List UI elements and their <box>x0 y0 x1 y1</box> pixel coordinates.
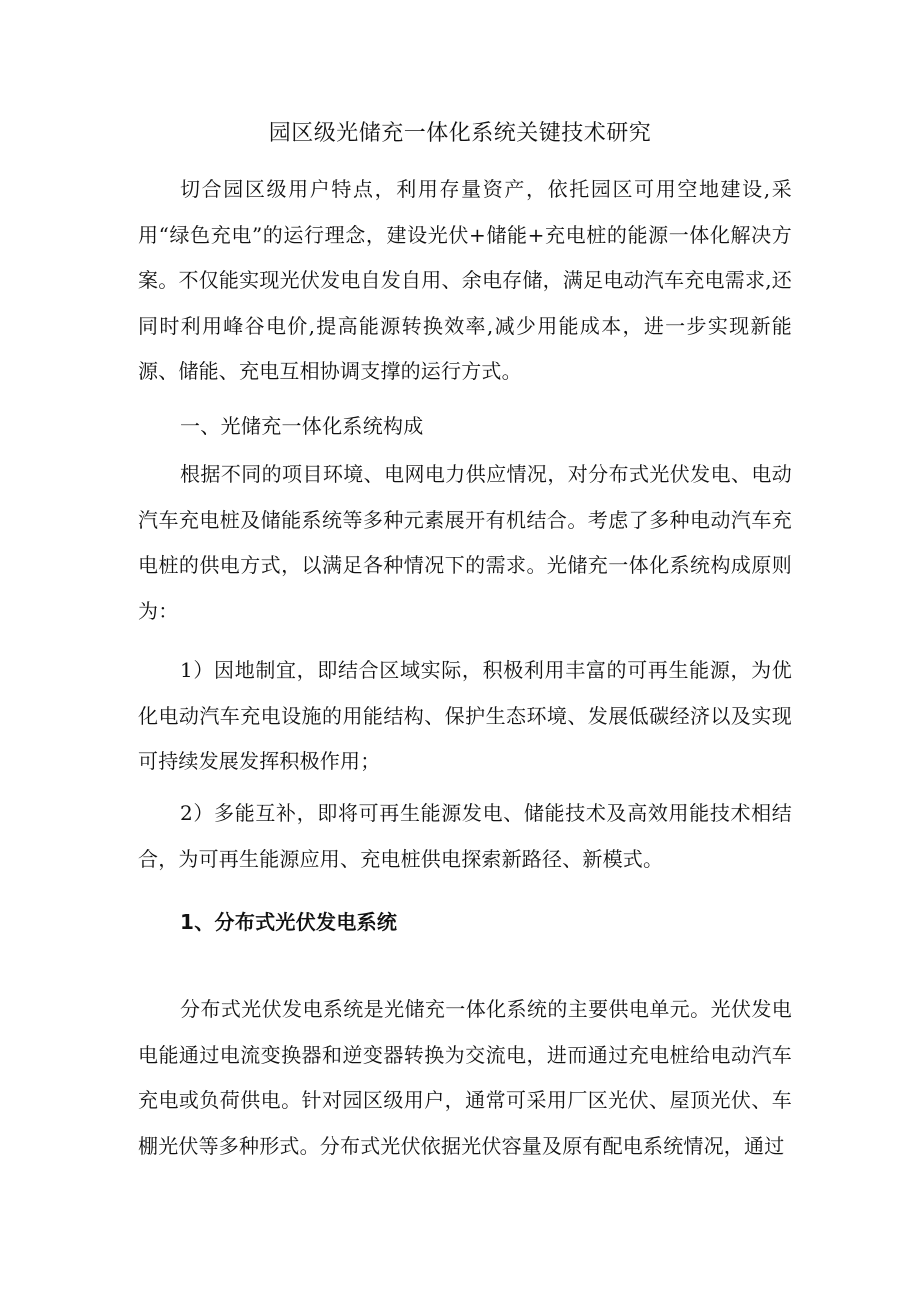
section-heading-composition: 一、光储充一体化系统构成 <box>180 414 424 438</box>
document-title: 园区级光储充一体化系统关键技术研究 <box>268 121 652 146</box>
principle-2-paragraph: 2）多能互补，即将可再生能源发电、储能技术及高效用能技术相结合，为可再生能源应用、充电桩供电探索新路径、新模式。 <box>138 801 792 871</box>
subsection-paragraph-pv: 分布式光伏发电系统是光储充一体化系统的主要供电单元。光伏发电电能通过电流变换器和逆变器转换为交流电，进而通过充电桩给电动汽车充电或负荷供电。针对园区级用户，通常可采用厂区光伏、屋顶光伏、车棚光伏等多种形式。分布式光伏依据光伏容量及原有配电系统情况，通过 <box>138 997 792 1158</box>
intro-paragraph: 切合园区级用户特点，利用存量资产，依托园区可用空地建设,采用“绿色充电”的运行理念，建设光伏+储能+充电桩的能源一体化解决方案。不仅能实现光伏发电自发自用、余电存储，满足电动汽车充电需求,还同时利用峰谷电价,提高能源转换效率,减少用能成本，进一步实现新能源、储能、充电互相协调支撑的运行方式。 <box>138 177 792 383</box>
subsection-heading-pv: 1、分布式光伏发电系统 <box>180 910 398 934</box>
principle-1-paragraph: 1）因地制宜，即结合区域实际，积极利用丰富的可再生能源，为优化电动汽车充电设施的用能结构、保护生态环境、发展低碳经济以及实现可持续发展发挥积极作用； <box>138 658 792 773</box>
section-paragraph-composition: 根据不同的项目环境、电网电力供应情况，对分布式光伏发电、电动汽车充电桩及储能系统等多种元素展开有机结合。考虑了多种电动汽车充电桩的供电方式，以满足各种情况下的需求。光储充一体化系统构成原则为： <box>138 462 792 623</box>
